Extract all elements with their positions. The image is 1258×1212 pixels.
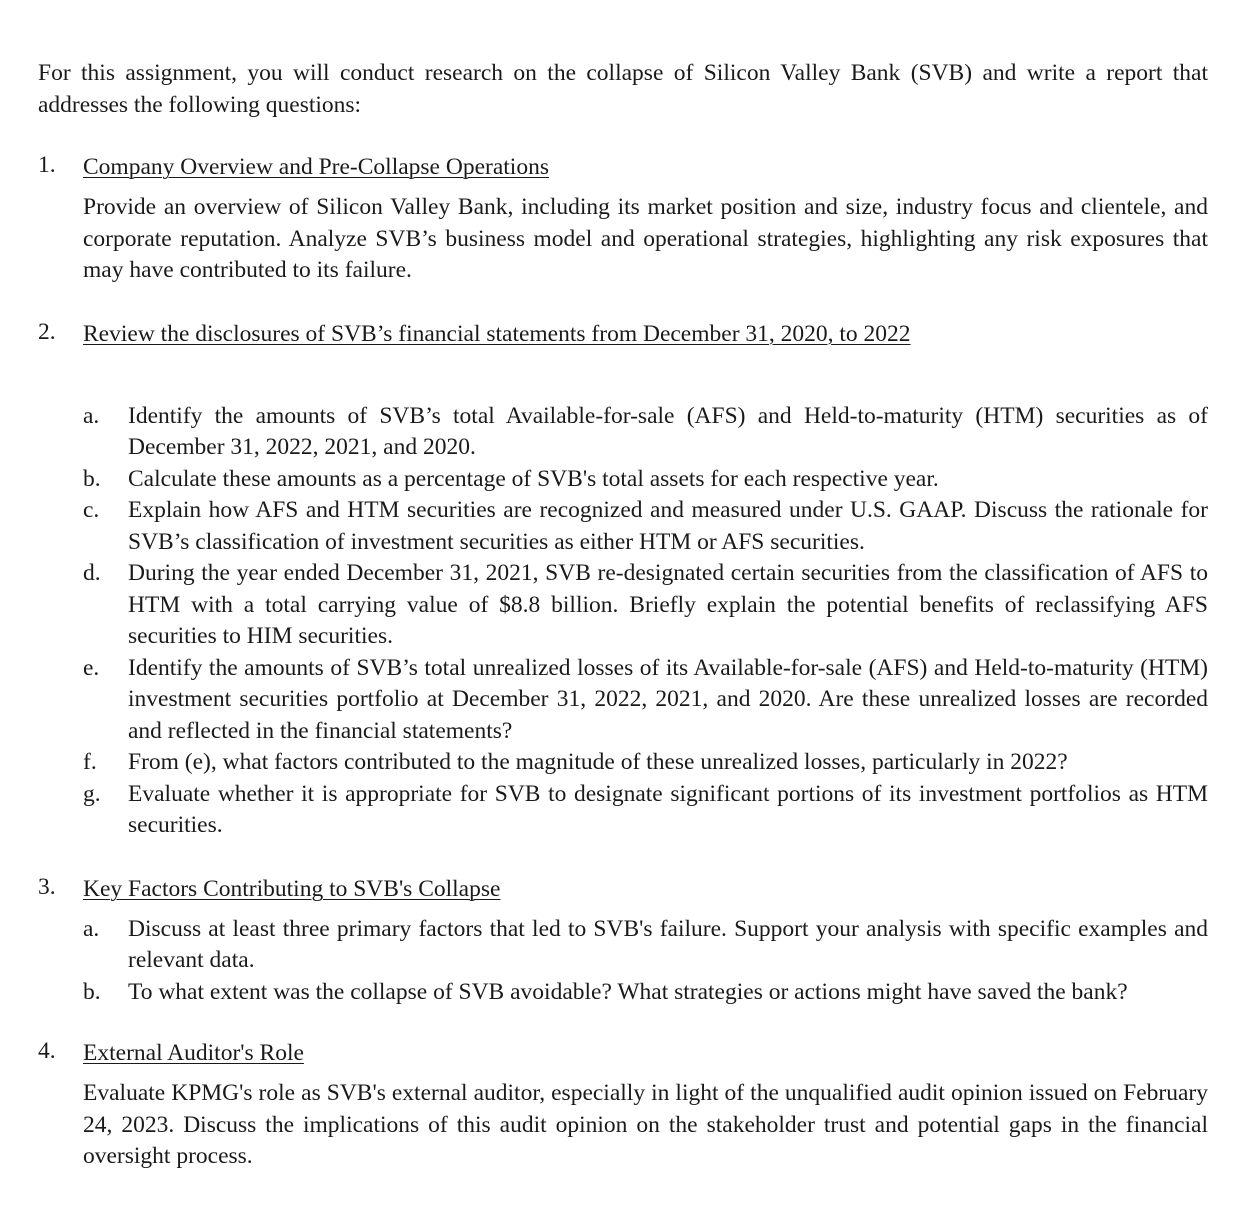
section-title: Company Overview and Pre-Collapse Operations xyxy=(83,154,549,180)
intro-paragraph: For this assignment, you will conduct research on the collapse of Silicon Valley Bank (SVB) and write a report that addresses the following questions: xyxy=(38,60,1208,118)
item-letter: c. xyxy=(83,497,100,523)
section-number: 3. xyxy=(38,873,56,900)
list-item xyxy=(83,401,1208,464)
item-text: Calculate these amounts as a percentage of SVB's total assets for each respective year. xyxy=(128,465,939,492)
section-number: 4. xyxy=(38,1038,56,1064)
item-letter: a. xyxy=(83,915,100,942)
subquestion-list xyxy=(83,401,1208,842)
item-text: Identify the amounts of SVB’s total unrealized losses of its Available-for-sale (AFS) and Held-to-maturity (HTM) investment securities portfolio at December 31, 2022, 2021, and 2020. Are these unrealized losses are recorded and reflected in the financial statements? xyxy=(128,654,1208,744)
section-number: 2. xyxy=(38,318,56,345)
item-letter: b. xyxy=(83,978,101,1005)
list-item xyxy=(83,779,1208,842)
item-letter: g. xyxy=(83,780,101,807)
item-text: During the year ended December 31, 2021, SVB re-designated certain securities from the classification of AFS to HTM with a total carrying value of $8.8 billion. Briefly explain the potential benefits of reclassifying AFS securities to HIM securities. xyxy=(128,560,1208,649)
list-item xyxy=(83,977,1208,1009)
list-item xyxy=(83,464,1208,496)
item-text: Explain how AFS and HTM securities are recognized and measured under U.S. GAAP. Discuss the rationale for SVB’s classification of investment securities as either HTM or AFS securities. xyxy=(128,497,1208,555)
item-text: To what extent was the collapse of SVB avoidable? What strategies or actions might have saved the bank? xyxy=(128,978,1128,1005)
section-2 xyxy=(38,319,1208,842)
list-item xyxy=(83,495,1208,558)
section-title: External Auditor's Role xyxy=(83,1040,304,1066)
list-item xyxy=(83,558,1208,653)
list-item xyxy=(83,747,1208,779)
section-title: Review the disclosures of SVB’s financial statements from December 31, 2020, to 2022 xyxy=(83,320,911,347)
section-3 xyxy=(38,874,1208,1009)
item-letter: d. xyxy=(83,560,101,586)
section-number: 1. xyxy=(38,152,56,178)
section-1 xyxy=(38,152,1208,287)
item-letter: f. xyxy=(83,749,97,775)
section-body: Evaluate KPMG's role as SVB's external auditor, especially in light of the unqualified audit opinion issued on February 24, 2023. Discuss the implications of this audit opinion on the stakeholder trust and potential gaps in the financial oversight process. xyxy=(83,1080,1208,1169)
item-letter: e. xyxy=(83,654,100,681)
list-item xyxy=(83,653,1208,748)
assignment-document xyxy=(38,58,1208,1173)
item-text: Evaluate whether it is appropriate for SVB to designate significant portions of its investment portfolios as HTM securities. xyxy=(128,780,1208,838)
section-body: Provide an overview of Silicon Valley Bank, including its market position and size, industry focus and clientele, and corporate reputation. Analyze SVB’s business model and operational strategies, highlighting any risk exposures that may have contributed to its failure. xyxy=(83,194,1208,283)
item-text: Discuss at least three primary factors that led to SVB's failure. Support your analysis with specific examples and relevant data. xyxy=(128,915,1208,973)
subquestion-list xyxy=(83,914,1208,1009)
section-title: Key Factors Contributing to SVB's Collapse xyxy=(83,875,501,902)
item-letter: a. xyxy=(83,402,100,429)
item-letter: b. xyxy=(83,465,101,492)
item-text: From (e), what factors contributed to the magnitude of these unrealized losses, particularly in 2022? xyxy=(128,749,1068,775)
item-text: Identify the amounts of SVB’s total Available-for-sale (AFS) and Held-to-maturity (HTM) securities as of December 31, 2022, 2021, and 2020. xyxy=(128,402,1208,460)
list-item xyxy=(83,914,1208,977)
section-4 xyxy=(38,1038,1208,1173)
